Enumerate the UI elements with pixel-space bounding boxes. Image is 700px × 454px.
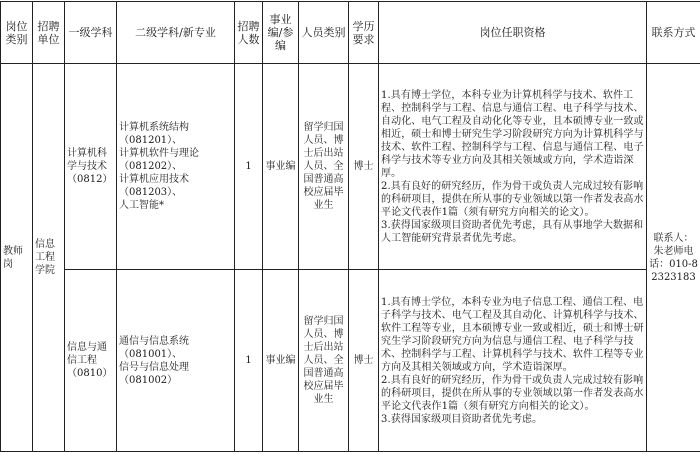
personnel-type-cell: 留学归国人员、博士后出站人员、全国普通高校应届毕业生	[299, 270, 349, 452]
education-cell: 博士	[349, 64, 379, 270]
headcount-cell: 1	[235, 64, 263, 270]
personnel-type-cell: 留学归国人员、博士后出站人员、全国普通高校应届毕业生	[299, 64, 349, 270]
requirement-item: 2.具有良好的研究经历，作为骨干或负责人完成过较有影响的科研项目，提供在所从事的专业领域以第一作者发表高水平论文代表作1篇（须有研究方向相关的论文）。	[381, 374, 644, 413]
discipline-item: （081203）、	[119, 186, 232, 199]
recruitment-table	[0, 1, 700, 452]
discipline-item: （081001）、	[119, 348, 232, 361]
staffing-cell: 事业编	[263, 64, 299, 270]
header-contact: 联系方式	[647, 2, 700, 64]
discipline-item: 通信与信息系统	[119, 335, 232, 348]
discipline-item: 计算机系统结构	[119, 121, 232, 134]
headcount-cell: 1	[235, 270, 263, 452]
discipline-item: （081202）、	[119, 160, 232, 173]
header-staffing: 事业编/参编	[263, 2, 299, 64]
primary-discipline-cell: 计算机科学与技术（0812）	[65, 64, 117, 270]
header-unit: 招聘单位	[33, 2, 65, 64]
header-position-type: 岗位类别	[1, 2, 33, 64]
discipline-item: 计算机应用技术	[119, 173, 232, 186]
qualifications-cell	[379, 270, 647, 452]
header-qualifications: 岗位任职资格	[379, 2, 647, 64]
requirement-item: 3.获得国家级项目资助者优先考虑。	[381, 413, 644, 426]
header-secondary-discipline: 二级学科/新专业	[117, 2, 235, 64]
header-primary-discipline: 一级学科	[65, 2, 117, 64]
header-row	[1, 2, 700, 64]
table-row	[1, 270, 700, 452]
requirement-item: 2.具有良好的研究经历，作为骨干或负责人完成过较有影响的科研项目，提供在所从事的专业领域以第一作者发表高水平论文代表作1篇（须有研究方向相关的论文）。	[381, 180, 644, 219]
discipline-item: 人工智能*	[119, 199, 232, 212]
staffing-cell: 事业编	[263, 270, 299, 452]
discipline-item: 计算机软件与理论	[119, 147, 232, 160]
header-education: 学历要求	[349, 2, 379, 64]
contact-cell: 联系人：朱老师电话：010-82323183	[647, 64, 700, 452]
qualifications-cell	[379, 64, 647, 270]
unit-cell: 信息工程学院	[33, 64, 65, 452]
discipline-item: （081002）	[119, 374, 232, 387]
discipline-item: 信号与信息处理	[119, 361, 232, 374]
requirement-item: 3.获得国家级项目资助者优先考虑，具有从事地学大数据和人工智能研究背景者优先考虑。	[381, 219, 644, 245]
primary-discipline-cell: 信息与通信工程（0810）	[65, 270, 117, 452]
position-type-cell: 教师岗	[1, 64, 33, 452]
education-cell: 博士	[349, 270, 379, 452]
requirement-item: 1.具有博士学位，本科专业为计算机科学与技术、软件工程、控制科学与工程、信息与通信工程、电子科学与技术、自动化、电气工程及自动化化等专业，且本硕博专业一致或相近，硕士和博士研究生学习阶段研究方向为计算机科学与技术、软件工程、控制科学与工程、信息与通信工程、电子科学与技术等专业方向及其相关领域或方向，学术造诣深厚。	[381, 89, 644, 180]
table-row	[1, 64, 700, 270]
discipline-item: （081201）、	[119, 134, 232, 147]
secondary-discipline-cell	[117, 64, 235, 270]
header-personnel-type: 人员类别	[299, 2, 349, 64]
secondary-discipline-cell	[117, 270, 235, 452]
requirement-item: 1.具有博士学位，本科专业为电子信息工程、通信工程、电子科学与技术、电气工程及其自动化、计算机科学与技术、软件工程等专业，且本硕博专业一致或相近，硕士和博士研究生学习阶段研究方向为信息与通信工程、电子科学与技术、控制科学与工程、计算机科学与技术、软件工程等专业方向及其相关领域或方向，学术造诣深厚。	[381, 296, 644, 374]
header-headcount: 招聘人数	[235, 2, 263, 64]
